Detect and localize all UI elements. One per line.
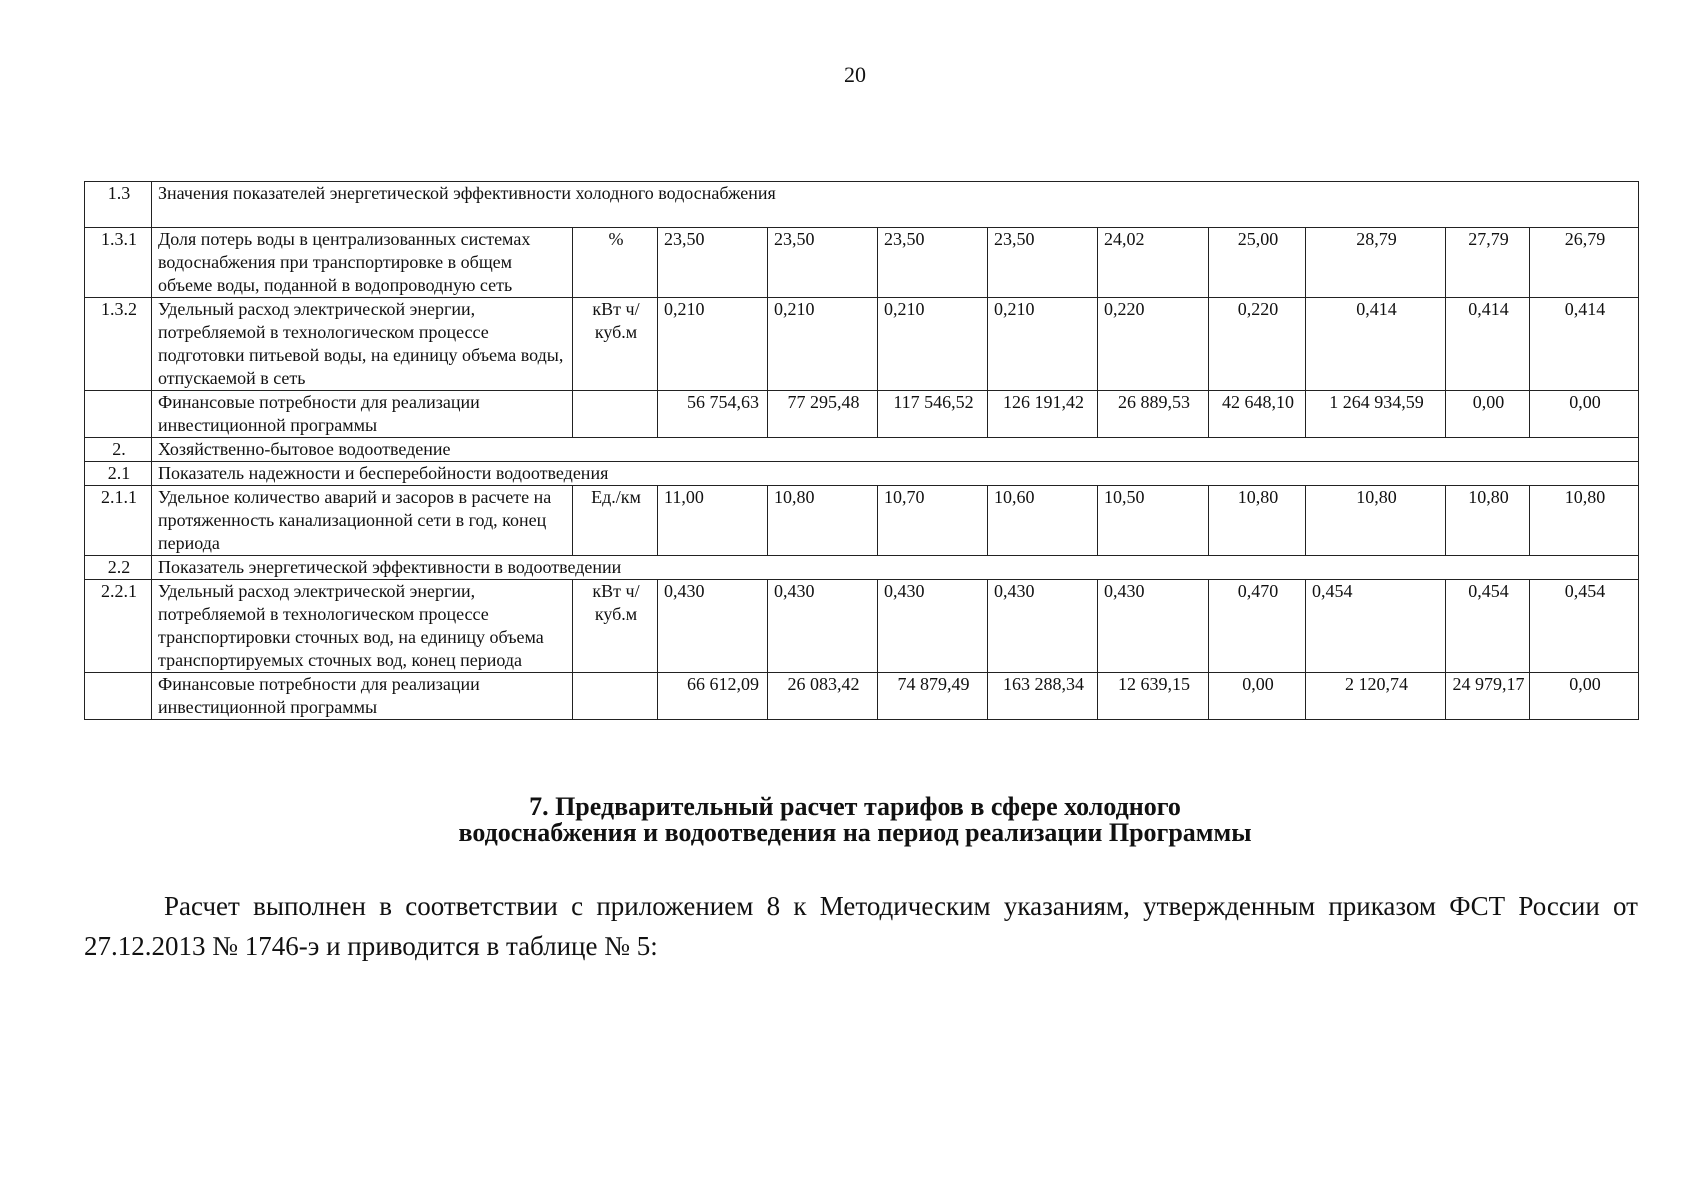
value-cell: 1 264 934,59 <box>1306 391 1446 438</box>
table-row-section-2-2 <box>85 556 1639 580</box>
value-cell: 2 120,74 <box>1306 673 1446 720</box>
table-row-finance-wastewater <box>85 673 1639 720</box>
table-row-2-1-1 <box>85 486 1639 556</box>
value-cell: 0,430 <box>1098 580 1209 673</box>
value-cell: 0,210 <box>988 298 1098 391</box>
table-row-1-3-1 <box>85 228 1639 298</box>
indicator-label: Удельное количество аварий и засоров в расчете на протяженность канализационной сети в год, конец периода <box>152 486 573 556</box>
value-cell: 56 754,63 <box>658 391 768 438</box>
value-cell: 0,00 <box>1446 391 1530 438</box>
value-cell: 10,50 <box>1098 486 1209 556</box>
value-cell: 0,430 <box>878 580 988 673</box>
value-cell: 10,80 <box>1306 486 1446 556</box>
row-number <box>85 391 152 438</box>
value-cell: 23,50 <box>878 228 988 298</box>
unit-cell <box>573 391 658 438</box>
value-cell: 0,220 <box>1209 298 1306 391</box>
value-cell: 23,50 <box>768 228 878 298</box>
value-cell: 10,60 <box>988 486 1098 556</box>
section-title: Показатель энергетической эффективности в водоотведении <box>152 556 1639 580</box>
value-cell: 126 191,42 <box>988 391 1098 438</box>
value-cell: 10,80 <box>1446 486 1530 556</box>
section-title: Значения показателей энергетической эффективности холодного водоснабжения <box>152 182 1639 228</box>
unit-cell: кВт ч/куб.м <box>573 580 658 673</box>
unit-cell: кВт ч/куб.м <box>573 298 658 391</box>
value-cell: 23,50 <box>658 228 768 298</box>
value-cell: 25,00 <box>1209 228 1306 298</box>
value-cell: 0,00 <box>1530 673 1639 720</box>
row-number <box>85 673 152 720</box>
row-number: 2.1.1 <box>85 486 152 556</box>
table-row-section-2 <box>85 438 1639 462</box>
value-cell: 11,00 <box>658 486 768 556</box>
unit-cell: Ед./км <box>573 486 658 556</box>
value-cell: 23,50 <box>988 228 1098 298</box>
row-number: 2.1 <box>85 462 152 486</box>
indicator-label: Финансовые потребности для реализации инвестиционной программы <box>152 391 573 438</box>
value-cell: 0,454 <box>1530 580 1639 673</box>
value-cell: 0,430 <box>658 580 768 673</box>
value-cell: 12 639,15 <box>1098 673 1209 720</box>
value-cell: 24 979,17 <box>1446 673 1530 720</box>
value-cell: 0,430 <box>768 580 878 673</box>
value-cell: 0,414 <box>1446 298 1530 391</box>
body-paragraph: Расчет выполнен в соответствии с приложением 8 к Методическим указаниям, утвержденным приказом ФСТ России от 27.12.2013 № 1746-э и приводится в таблице № 5: <box>84 891 1638 961</box>
section-title: Показатель надежности и бесперебойности водоотведения <box>152 462 1639 486</box>
indicators-table <box>84 181 1639 720</box>
row-number: 2.2 <box>85 556 152 580</box>
indicator-label: Финансовые потребности для реализации инвестиционной программы <box>152 673 573 720</box>
value-cell: 24,02 <box>1098 228 1209 298</box>
value-cell: 0,454 <box>1446 580 1530 673</box>
table-row-section-2-1 <box>85 462 1639 486</box>
value-cell: 74 879,49 <box>878 673 988 720</box>
value-cell: 0,414 <box>1306 298 1446 391</box>
table-row-1-3-2 <box>85 298 1639 391</box>
indicator-label: Доля потерь воды в централизованных системах водоснабжения при транспортировке в общем объеме воды, поданной в водопроводную сеть <box>152 228 573 298</box>
section-heading-line-1: 7. Предварительный расчет тарифов в сфере холодного <box>529 792 1181 821</box>
page-number: 20 <box>844 62 866 87</box>
section-heading-line-2: водоснабжения и водоотведения на период реализации Программы <box>458 818 1252 847</box>
value-cell: 26 889,53 <box>1098 391 1209 438</box>
value-cell: 163 288,34 <box>988 673 1098 720</box>
value-cell: 77 295,48 <box>768 391 878 438</box>
row-number: 1.3.2 <box>85 298 152 391</box>
section-heading <box>0 794 1697 846</box>
table-row-finance-water <box>85 391 1639 438</box>
section-title: Хозяйственно-бытовое водоотведение <box>152 438 1639 462</box>
value-cell: 0,454 <box>1306 580 1446 673</box>
value-cell: 0,210 <box>658 298 768 391</box>
row-number: 1.3 <box>85 182 152 228</box>
value-cell: 28,79 <box>1306 228 1446 298</box>
value-cell: 10,70 <box>878 486 988 556</box>
table-row-section-1-3 <box>85 182 1639 228</box>
value-cell: 27,79 <box>1446 228 1530 298</box>
table-row-2-2-1 <box>85 580 1639 673</box>
value-cell: 10,80 <box>1209 486 1306 556</box>
value-cell: 0,430 <box>988 580 1098 673</box>
value-cell: 117 546,52 <box>878 391 988 438</box>
unit-cell <box>573 673 658 720</box>
unit-cell: % <box>573 228 658 298</box>
row-number: 1.3.1 <box>85 228 152 298</box>
value-cell: 10,80 <box>768 486 878 556</box>
value-cell: 66 612,09 <box>658 673 768 720</box>
indicator-label: Удельный расход электрической энергии, потребляемой в технологическом процессе подготовки питьевой воды, на единицу объема воды, отпускаемой в сеть <box>152 298 573 391</box>
indicator-label: Удельный расход электрической энергии, потребляемой в технологическом процессе транспортировки сточных вод, на единицу объема транспортируемых сточных вод, конец периода <box>152 580 573 673</box>
value-cell: 0,00 <box>1530 391 1639 438</box>
value-cell: 0,210 <box>878 298 988 391</box>
value-cell: 0,210 <box>768 298 878 391</box>
row-number: 2.2.1 <box>85 580 152 673</box>
value-cell: 0,00 <box>1209 673 1306 720</box>
value-cell: 0,414 <box>1530 298 1639 391</box>
value-cell: 26 083,42 <box>768 673 878 720</box>
value-cell: 26,79 <box>1530 228 1639 298</box>
value-cell: 0,470 <box>1209 580 1306 673</box>
value-cell: 42 648,10 <box>1209 391 1306 438</box>
value-cell: 0,220 <box>1098 298 1209 391</box>
row-number: 2. <box>85 438 152 462</box>
value-cell: 10,80 <box>1530 486 1639 556</box>
